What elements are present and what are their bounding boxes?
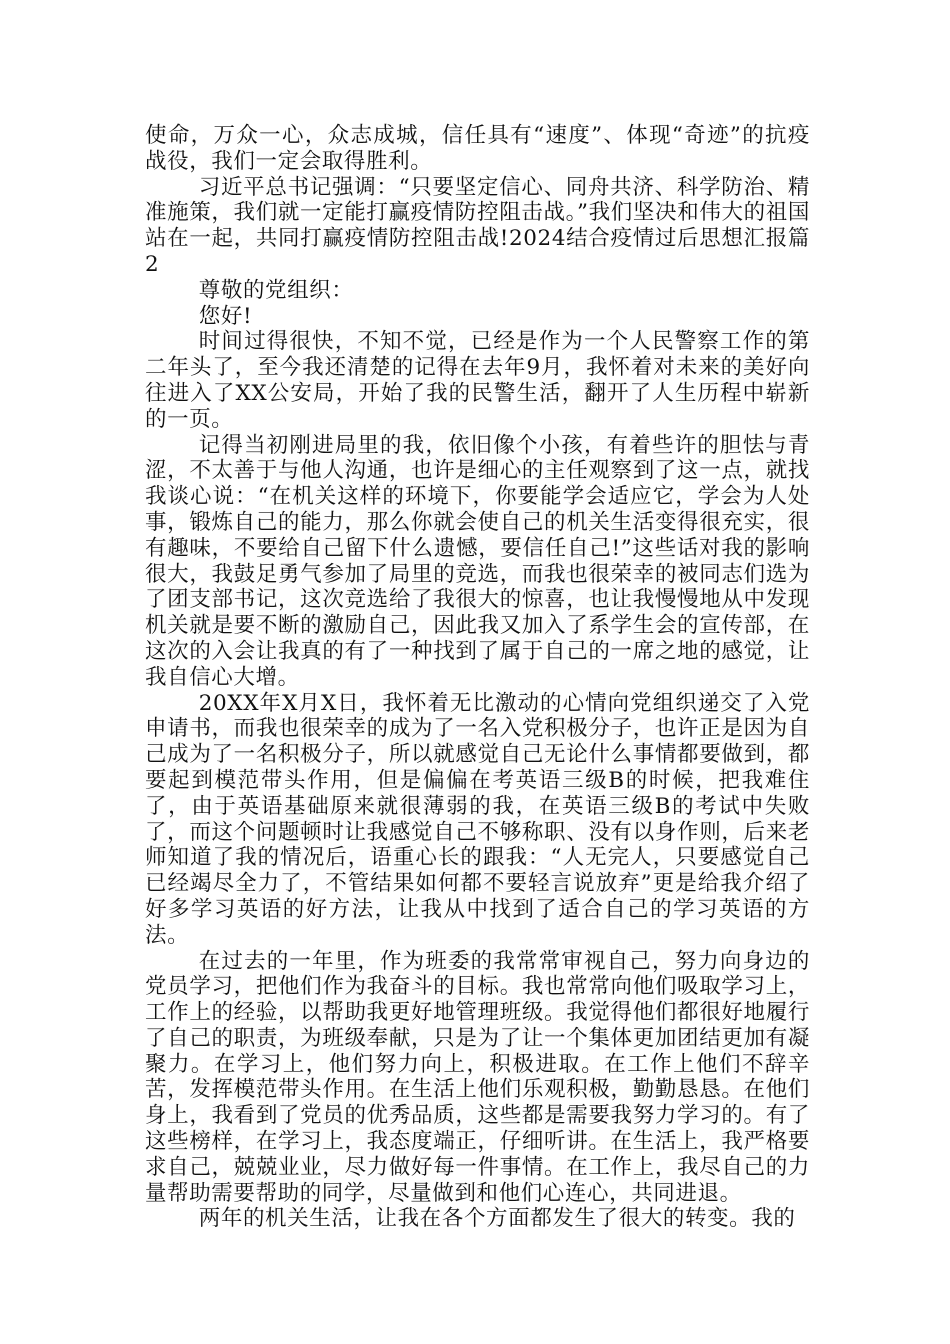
greeting: 您好!: [198, 303, 253, 329]
paragraph-5: 时间过得很快，不知不觉，已经是作为一个人民警察工作的第二年头了，至今我还清楚的记得在去年9月，我怀着对未来的美好向往进入了XX公安局，开始了我的民警生活，翻开了人生历程中崭新的一页。: [145, 329, 810, 432]
paragraph-1: 使命，万众一心，众志成城，信任具有“速度”、体现“奇迹”的抗疫战役，我们一定会取得胜利。: [145, 123, 810, 174]
paragraph-7: 20XX年X月X日，我怀着无比激动的心情向党组织递交了入党申请书，而我也很荣幸的成为了一名入党积极分子，也许正是因为自己成为了一名积极分子，所以就感觉自己无论什么事情都要做到，都要起到模范带头作用，但是偏偏在考英语三级B的时候，把我难住了，由于英语基础原来就很薄弱的我，在英语三级B的考试中失败了，而这个问题顿时让我感觉自己不够称职、没有以身作则，后来老师知道了我的情况后，语重心长的跟我：“人无完人，只要感觉自己已经竭尽全力了，不管结果如何都不要轻言说放弃”更是给我介绍了好多学习英语的好方法，让我从中找到了适合自己的学习英语的方法。: [145, 690, 810, 948]
paragraph-8: 在过去的一年里，作为班委的我常常审视自己，努力向身边的党员学习，把他们作为我奋斗的目标。我也常常向他们吸取学习上，工作上的经验，以帮助我更好地管理班级。我觉得他们都很好地履行了自己的职责，为班级奉献，只是为了让一个集体更加团结更加有凝聚力。在学习上，他们努力向上，积极进取。在工作上他们不辞辛苦，发挥模范带头作用。在生活上他们乐观积极，勤勤恳恳。在他们身上，我看到了党员的优秀品质，这些都是需要我努力学习的。有了这些榜样，在学习上，我态度端正，仔细听讲。在生活上，我严格要求自己，兢兢业业，尽力做好每一件事情。在工作上，我尽自己的力量帮助需要帮助的同学，尽量做到和他们心连心，共同进退。: [145, 948, 810, 1206]
paragraph-2: 习近平总书记强调：“只要坚定信心、同舟共济、科学防治、精准施策，我们就一定能打赢疫情防控阻击战。”我们坚决和伟大的祖国站在一起，共同打赢疫情防控阻击战!2024结合疫情过后思想汇报篇2: [145, 174, 810, 277]
paragraph-6: 记得当初刚进局里的我，依旧像个小孩，有着些许的胆怯与青涩，不太善于与他人沟通，也许是细心的主任观察到了这一点，就找我谈心说：“在机关这样的环境下，你要能学会适应它，学会为人处事，锻炼自己的能力，那么你就会使自己的机关生活变得很充实，很有趣味，不要给自己留下什么遗憾，要信任自己!”这些话对我的影响很大，我鼓足勇气参加了局里的竞选，而我也很荣幸的被同志们选为了团支部书记，这次竞选给了我很大的惊喜，也让我慢慢地从中发现机关就是要不断的激励自己，因此我又加入了系学生会的宣传部，在这次的入会让我真的有了一种找到了属于自己的一席之地的感觉，让我自信心大增。: [145, 432, 810, 690]
document-body: [145, 123, 810, 1232]
paragraph-9: 两年的机关生活，让我在各个方面都发生了很大的转变。我的: [198, 1206, 796, 1232]
salutation: 尊敬的党组织：: [198, 277, 354, 303]
